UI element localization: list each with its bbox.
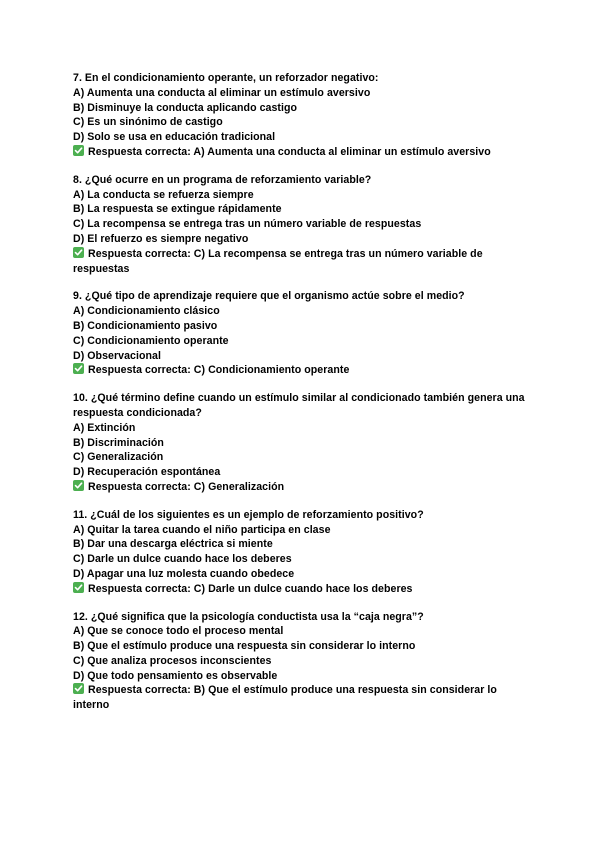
option-c: C) La recompensa se entrega tras un número variable de respuestas: [73, 218, 422, 231]
question-block-8: [73, 173, 528, 277]
correct-answer: [73, 247, 528, 277]
option-a: A) Extinción: [73, 421, 136, 434]
correct-answer-text: Respuesta correcta: C) Condicionamiento operante: [88, 364, 350, 377]
correct-answer: [73, 145, 528, 160]
option-a: A) Aumenta una conducta al eliminar un estímulo aversivo: [73, 86, 371, 99]
question-block-12: [73, 610, 528, 714]
option-c: C) Darle un dulce cuando hace los deberes: [73, 553, 292, 566]
option-d: D) Observacional: [73, 349, 161, 362]
question-text: 7. En el condicionamiento operante, un reforzador negativo:: [73, 72, 379, 84]
check-mark-icon: [73, 363, 84, 374]
option-b: B) Dar una descarga eléctrica si miente: [73, 538, 273, 551]
option-a: A) La conducta se refuerza siempre: [73, 188, 254, 201]
option-b: B) Disminuye la conducta aplicando castigo: [73, 101, 298, 114]
question-text: 9. ¿Qué tipo de aprendizaje requiere que el organismo actúe sobre el medio?: [73, 290, 465, 303]
option-a: A) Que se conoce todo el proceso mental: [73, 625, 284, 638]
option-d: D) Solo se usa en educación tradicional: [73, 131, 276, 144]
correct-answer-text: Respuesta correcta: C) La recompensa se entrega tras un número variable de respuestas: [73, 247, 483, 275]
option-b: B) Que el estímulo produce una respuesta sin considerar lo interno: [73, 640, 416, 653]
correct-answer: [73, 683, 528, 713]
option-b: B) Condicionamiento pasivo: [73, 319, 218, 332]
question-block-7: [73, 71, 528, 160]
question-text: 12. ¿Qué significa que la psicología conductista usa la “caja negra”?: [73, 610, 424, 623]
option-c: C) Generalización: [73, 451, 164, 464]
question-block-11: [73, 508, 528, 597]
check-mark-icon: [73, 480, 84, 491]
option-a: A) Quitar la tarea cuando el niño participa en clase: [73, 523, 331, 536]
question-text: 10. ¿Qué término define cuando un estímulo similar al condicionado también genera una respuesta condicionada?: [73, 392, 525, 419]
option-a: A) Condicionamiento clásico: [73, 305, 220, 318]
option-d: D) Recuperación espontánea: [73, 466, 221, 479]
check-mark-icon: [73, 247, 84, 258]
correct-answer-text: Respuesta correcta: B) Que el estímulo produce una respuesta sin considerar lo interno: [73, 684, 497, 712]
option-d: D) Apagar una luz molesta cuando obedece: [73, 567, 295, 580]
question-text: 8. ¿Qué ocurre en un programa de reforzamiento variable?: [73, 173, 372, 186]
option-b: B) Discriminación: [73, 436, 164, 449]
check-mark-icon: [73, 582, 84, 593]
correct-answer: [73, 363, 528, 378]
option-c: C) Que analiza procesos inconscientes: [73, 654, 272, 667]
check-mark-icon: [73, 145, 84, 156]
option-b: B) La respuesta se extingue rápidamente: [73, 203, 282, 216]
option-d: D) El refuerzo es siempre negativo: [73, 232, 249, 245]
check-mark-icon: [73, 683, 84, 694]
correct-answer-text: Respuesta correcta: C) Generalización: [88, 480, 285, 493]
option-d: D) Que todo pensamiento es observable: [73, 669, 278, 682]
question-block-10: [73, 391, 528, 495]
correct-answer-text: Respuesta correcta: C) Darle un dulce cuando hace los deberes: [88, 582, 413, 595]
question-text: 11. ¿Cuál de los siguientes es un ejemplo de reforzamiento positivo?: [73, 508, 424, 521]
correct-answer: [73, 480, 528, 495]
option-c: C) Condicionamiento operante: [73, 334, 229, 347]
correct-answer-text: Respuesta correcta: A) Aumenta una conducta al eliminar un estímulo aversivo: [88, 145, 491, 158]
question-block-9: [73, 289, 528, 378]
quiz-content: [73, 71, 528, 726]
correct-answer: [73, 582, 528, 597]
option-c: C) Es un sinónimo de castigo: [73, 116, 223, 129]
